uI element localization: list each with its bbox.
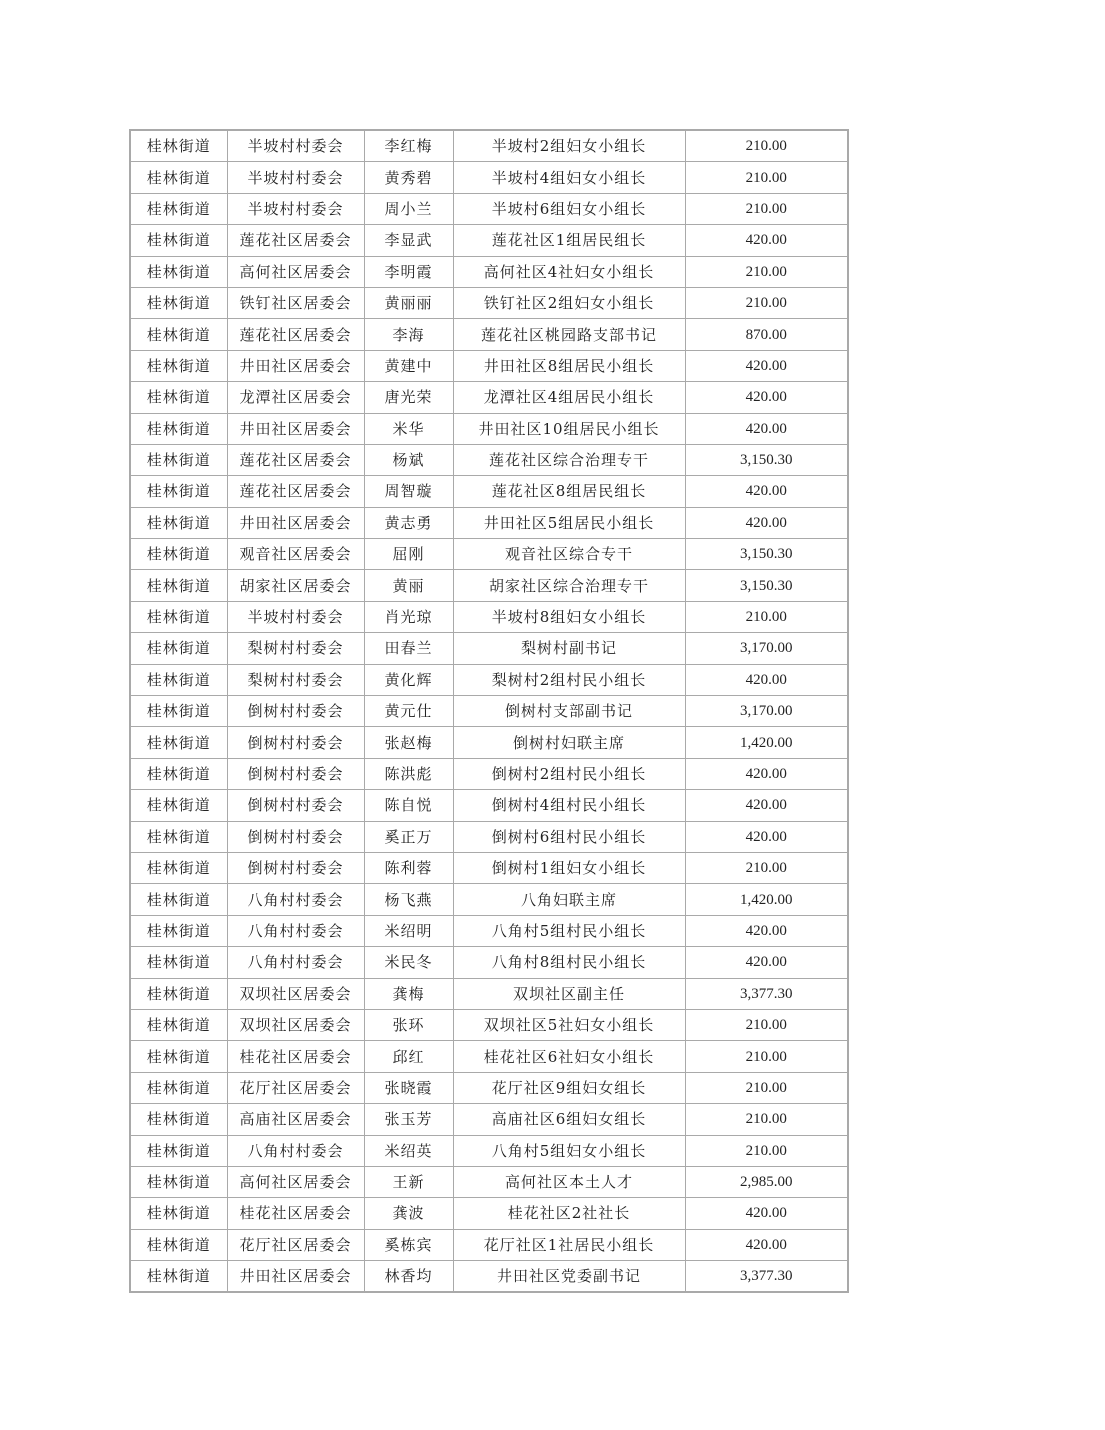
position-cell: 半坡村8组妇女小组长 — [453, 601, 685, 632]
street-cell: 桂林街道 — [130, 413, 227, 444]
unit-cell: 梨树村村委会 — [227, 664, 364, 695]
street-cell: 桂林街道 — [130, 193, 227, 224]
person-name-cell: 李明霞 — [364, 256, 453, 287]
person-name-cell: 黄丽 — [364, 570, 453, 601]
person-name-cell: 奚正万 — [364, 821, 453, 852]
street-cell: 桂林街道 — [130, 884, 227, 915]
amount-cell: 210.00 — [685, 601, 848, 632]
table-row — [130, 696, 848, 727]
unit-cell: 半坡村村委会 — [227, 193, 364, 224]
street-cell: 桂林街道 — [130, 1229, 227, 1260]
person-name-cell: 杨斌 — [364, 444, 453, 475]
table-row — [130, 1135, 848, 1166]
position-cell: 梨树村副书记 — [453, 633, 685, 664]
amount-cell: 420.00 — [685, 790, 848, 821]
unit-cell: 胡家社区居委会 — [227, 570, 364, 601]
street-cell: 桂林街道 — [130, 915, 227, 946]
table-row — [130, 570, 848, 601]
unit-cell: 高何社区居委会 — [227, 1166, 364, 1197]
street-cell: 桂林街道 — [130, 1072, 227, 1103]
table-row — [130, 947, 848, 978]
person-name-cell: 唐光荣 — [364, 382, 453, 413]
unit-cell: 八角村村委会 — [227, 884, 364, 915]
table-row — [130, 664, 848, 695]
street-cell: 桂林街道 — [130, 162, 227, 193]
table-row — [130, 1229, 848, 1260]
street-cell: 桂林街道 — [130, 476, 227, 507]
position-cell: 龙潭社区4组居民小组长 — [453, 382, 685, 413]
position-cell: 井田社区10组居民小组长 — [453, 413, 685, 444]
person-name-cell: 黄秀碧 — [364, 162, 453, 193]
street-cell: 桂林街道 — [130, 758, 227, 789]
table-row — [130, 225, 848, 256]
amount-cell: 420.00 — [685, 225, 848, 256]
position-cell: 八角村5组妇女小组长 — [453, 1135, 685, 1166]
unit-cell: 八角村村委会 — [227, 947, 364, 978]
amount-cell: 420.00 — [685, 476, 848, 507]
person-name-cell: 奚栋宾 — [364, 1229, 453, 1260]
amount-cell: 3,150.30 — [685, 570, 848, 601]
amount-cell: 3,170.00 — [685, 696, 848, 727]
unit-cell: 观音社区居委会 — [227, 539, 364, 570]
amount-cell: 210.00 — [685, 1009, 848, 1040]
table-row — [130, 1041, 848, 1072]
street-cell: 桂林街道 — [130, 696, 227, 727]
position-cell: 高庙社区6组妇女组长 — [453, 1104, 685, 1135]
position-cell: 双坝社区副主任 — [453, 978, 685, 1009]
table-row — [130, 915, 848, 946]
street-cell: 桂林街道 — [130, 633, 227, 664]
person-name-cell: 黄化辉 — [364, 664, 453, 695]
position-cell: 倒树村妇联主席 — [453, 727, 685, 758]
street-cell: 桂林街道 — [130, 1104, 227, 1135]
table-row — [130, 319, 848, 350]
table-row — [130, 413, 848, 444]
person-name-cell: 李红梅 — [364, 130, 453, 162]
unit-cell: 莲花社区居委会 — [227, 319, 364, 350]
street-cell: 桂林街道 — [130, 1166, 227, 1197]
person-name-cell: 李海 — [364, 319, 453, 350]
amount-cell: 870.00 — [685, 319, 848, 350]
street-cell: 桂林街道 — [130, 821, 227, 852]
table-row — [130, 1104, 848, 1135]
unit-cell: 桂花社区居委会 — [227, 1041, 364, 1072]
unit-cell: 倒树村村委会 — [227, 852, 364, 883]
street-cell: 桂林街道 — [130, 539, 227, 570]
position-cell: 半坡村2组妇女小组长 — [453, 130, 685, 162]
person-name-cell: 周小兰 — [364, 193, 453, 224]
unit-cell: 花厅社区居委会 — [227, 1072, 364, 1103]
position-cell: 八角村5组村民小组长 — [453, 915, 685, 946]
position-cell: 半坡村6组妇女小组长 — [453, 193, 685, 224]
amount-cell: 3,377.30 — [685, 1261, 848, 1293]
person-name-cell: 林香均 — [364, 1261, 453, 1293]
position-cell: 井田社区党委副书记 — [453, 1261, 685, 1293]
table-row — [130, 601, 848, 632]
table-row — [130, 790, 848, 821]
street-cell: 桂林街道 — [130, 382, 227, 413]
position-cell: 铁钉社区2组妇女小组长 — [453, 287, 685, 318]
unit-cell: 八角村村委会 — [227, 915, 364, 946]
unit-cell: 花厅社区居委会 — [227, 1229, 364, 1260]
person-name-cell: 米绍英 — [364, 1135, 453, 1166]
table-row — [130, 256, 848, 287]
position-cell: 八角村8组村民小组长 — [453, 947, 685, 978]
street-cell: 桂林街道 — [130, 570, 227, 601]
street-cell: 桂林街道 — [130, 664, 227, 695]
table-row — [130, 1261, 848, 1293]
position-cell: 倒树村1组妇女小组长 — [453, 852, 685, 883]
amount-cell: 3,377.30 — [685, 978, 848, 1009]
street-cell: 桂林街道 — [130, 256, 227, 287]
person-name-cell: 龚波 — [364, 1198, 453, 1229]
unit-cell: 桂花社区居委会 — [227, 1198, 364, 1229]
position-cell: 花厅社区1社居民小组长 — [453, 1229, 685, 1260]
amount-cell: 420.00 — [685, 915, 848, 946]
unit-cell: 井田社区居委会 — [227, 1261, 364, 1293]
street-cell: 桂林街道 — [130, 444, 227, 475]
unit-cell: 井田社区居委会 — [227, 507, 364, 538]
amount-cell: 210.00 — [685, 256, 848, 287]
person-name-cell: 肖光琼 — [364, 601, 453, 632]
amount-cell: 420.00 — [685, 758, 848, 789]
table-row — [130, 884, 848, 915]
person-name-cell: 黄志勇 — [364, 507, 453, 538]
street-cell: 桂林街道 — [130, 852, 227, 883]
table-row — [130, 821, 848, 852]
amount-cell: 2,985.00 — [685, 1166, 848, 1197]
unit-cell: 半坡村村委会 — [227, 162, 364, 193]
position-cell: 桂花社区2社社长 — [453, 1198, 685, 1229]
unit-cell: 莲花社区居委会 — [227, 476, 364, 507]
street-cell: 桂林街道 — [130, 727, 227, 758]
amount-cell: 210.00 — [685, 193, 848, 224]
unit-cell: 八角村村委会 — [227, 1135, 364, 1166]
position-cell: 莲花社区1组居民组长 — [453, 225, 685, 256]
amount-cell: 1,420.00 — [685, 884, 848, 915]
amount-cell: 420.00 — [685, 413, 848, 444]
unit-cell: 龙潭社区居委会 — [227, 382, 364, 413]
unit-cell: 井田社区居委会 — [227, 413, 364, 444]
table-row — [130, 476, 848, 507]
position-cell: 莲花社区综合治理专干 — [453, 444, 685, 475]
amount-cell: 210.00 — [685, 852, 848, 883]
position-cell: 花厅社区9组妇女组长 — [453, 1072, 685, 1103]
position-cell: 莲花社区桃园路支部书记 — [453, 319, 685, 350]
position-cell: 观音社区综合专干 — [453, 539, 685, 570]
table-row — [130, 852, 848, 883]
street-cell: 桂林街道 — [130, 790, 227, 821]
unit-cell: 倒树村村委会 — [227, 790, 364, 821]
unit-cell: 莲花社区居委会 — [227, 444, 364, 475]
person-name-cell: 田春兰 — [364, 633, 453, 664]
amount-cell: 210.00 — [685, 1072, 848, 1103]
unit-cell: 半坡村村委会 — [227, 601, 364, 632]
person-name-cell: 陈洪彪 — [364, 758, 453, 789]
unit-cell: 双坝社区居委会 — [227, 978, 364, 1009]
person-name-cell: 黄丽丽 — [364, 287, 453, 318]
table-row — [130, 978, 848, 1009]
person-name-cell: 张赵梅 — [364, 727, 453, 758]
unit-cell: 倒树村村委会 — [227, 758, 364, 789]
unit-cell: 铁钉社区居委会 — [227, 287, 364, 318]
position-cell: 胡家社区综合治理专干 — [453, 570, 685, 601]
table-row — [130, 287, 848, 318]
amount-cell: 420.00 — [685, 664, 848, 695]
person-name-cell: 邱红 — [364, 1041, 453, 1072]
amount-cell: 1,420.00 — [685, 727, 848, 758]
table-row — [130, 1166, 848, 1197]
table-row — [130, 1198, 848, 1229]
street-cell: 桂林街道 — [130, 1009, 227, 1040]
street-cell: 桂林街道 — [130, 507, 227, 538]
street-cell: 桂林街道 — [130, 130, 227, 162]
person-name-cell: 米华 — [364, 413, 453, 444]
person-name-cell: 李显武 — [364, 225, 453, 256]
table-row — [130, 1072, 848, 1103]
position-cell: 井田社区5组居民小组长 — [453, 507, 685, 538]
person-name-cell: 黄元仕 — [364, 696, 453, 727]
amount-cell: 210.00 — [685, 162, 848, 193]
table-row — [130, 193, 848, 224]
roster-table-body — [130, 130, 848, 1292]
position-cell: 梨树村2组村民小组长 — [453, 664, 685, 695]
street-cell: 桂林街道 — [130, 947, 227, 978]
person-name-cell: 杨飞燕 — [364, 884, 453, 915]
street-cell: 桂林街道 — [130, 1135, 227, 1166]
person-name-cell: 张晓霞 — [364, 1072, 453, 1103]
position-cell: 倒树村2组村民小组长 — [453, 758, 685, 789]
position-cell: 倒树村4组村民小组长 — [453, 790, 685, 821]
person-name-cell: 王新 — [364, 1166, 453, 1197]
position-cell: 倒树村支部副书记 — [453, 696, 685, 727]
person-name-cell: 陈利蓉 — [364, 852, 453, 883]
unit-cell: 双坝社区居委会 — [227, 1009, 364, 1040]
table-row — [130, 382, 848, 413]
position-cell: 桂花社区6社妇女小组长 — [453, 1041, 685, 1072]
unit-cell: 高何社区居委会 — [227, 256, 364, 287]
position-cell: 倒树村6组村民小组长 — [453, 821, 685, 852]
unit-cell: 倒树村村委会 — [227, 821, 364, 852]
street-cell: 桂林街道 — [130, 319, 227, 350]
amount-cell: 3,170.00 — [685, 633, 848, 664]
table-row — [130, 130, 848, 162]
person-name-cell: 米民冬 — [364, 947, 453, 978]
street-cell: 桂林街道 — [130, 225, 227, 256]
amount-cell: 210.00 — [685, 1104, 848, 1135]
street-cell: 桂林街道 — [130, 287, 227, 318]
amount-cell: 210.00 — [685, 1041, 848, 1072]
unit-cell: 梨树村村委会 — [227, 633, 364, 664]
person-name-cell: 陈自悦 — [364, 790, 453, 821]
person-name-cell: 龚梅 — [364, 978, 453, 1009]
unit-cell: 半坡村村委会 — [227, 130, 364, 162]
amount-cell: 210.00 — [685, 287, 848, 318]
table-row — [130, 162, 848, 193]
amount-cell: 420.00 — [685, 821, 848, 852]
position-cell: 高何社区4社妇女小组长 — [453, 256, 685, 287]
amount-cell: 420.00 — [685, 382, 848, 413]
position-cell: 高何社区本土人才 — [453, 1166, 685, 1197]
unit-cell: 倒树村村委会 — [227, 727, 364, 758]
amount-cell: 420.00 — [685, 507, 848, 538]
table-row — [130, 633, 848, 664]
person-name-cell: 黄建中 — [364, 350, 453, 381]
position-cell: 半坡村4组妇女小组长 — [453, 162, 685, 193]
street-cell: 桂林街道 — [130, 1198, 227, 1229]
street-cell: 桂林街道 — [130, 1261, 227, 1293]
table-row — [130, 507, 848, 538]
street-cell: 桂林街道 — [130, 1041, 227, 1072]
amount-cell: 3,150.30 — [685, 444, 848, 475]
amount-cell: 420.00 — [685, 350, 848, 381]
table-row — [130, 350, 848, 381]
unit-cell: 倒树村村委会 — [227, 696, 364, 727]
subsidy-roster-table — [129, 129, 849, 1293]
position-cell: 双坝社区5社妇女小组长 — [453, 1009, 685, 1040]
table-row — [130, 444, 848, 475]
street-cell: 桂林街道 — [130, 350, 227, 381]
amount-cell: 3,150.30 — [685, 539, 848, 570]
unit-cell: 高庙社区居委会 — [227, 1104, 364, 1135]
person-name-cell: 张玉芳 — [364, 1104, 453, 1135]
amount-cell: 420.00 — [685, 1229, 848, 1260]
amount-cell: 420.00 — [685, 1198, 848, 1229]
amount-cell: 420.00 — [685, 947, 848, 978]
street-cell: 桂林街道 — [130, 978, 227, 1009]
unit-cell: 莲花社区居委会 — [227, 225, 364, 256]
person-name-cell: 米绍明 — [364, 915, 453, 946]
position-cell: 井田社区8组居民小组长 — [453, 350, 685, 381]
person-name-cell: 屈刚 — [364, 539, 453, 570]
person-name-cell: 周智璇 — [364, 476, 453, 507]
amount-cell: 210.00 — [685, 1135, 848, 1166]
unit-cell: 井田社区居委会 — [227, 350, 364, 381]
amount-cell: 210.00 — [685, 130, 848, 162]
position-cell: 莲花社区8组居民组长 — [453, 476, 685, 507]
person-name-cell: 张环 — [364, 1009, 453, 1040]
table-row — [130, 539, 848, 570]
street-cell: 桂林街道 — [130, 601, 227, 632]
table-row — [130, 1009, 848, 1040]
position-cell: 八角妇联主席 — [453, 884, 685, 915]
table-row — [130, 758, 848, 789]
table-row — [130, 727, 848, 758]
